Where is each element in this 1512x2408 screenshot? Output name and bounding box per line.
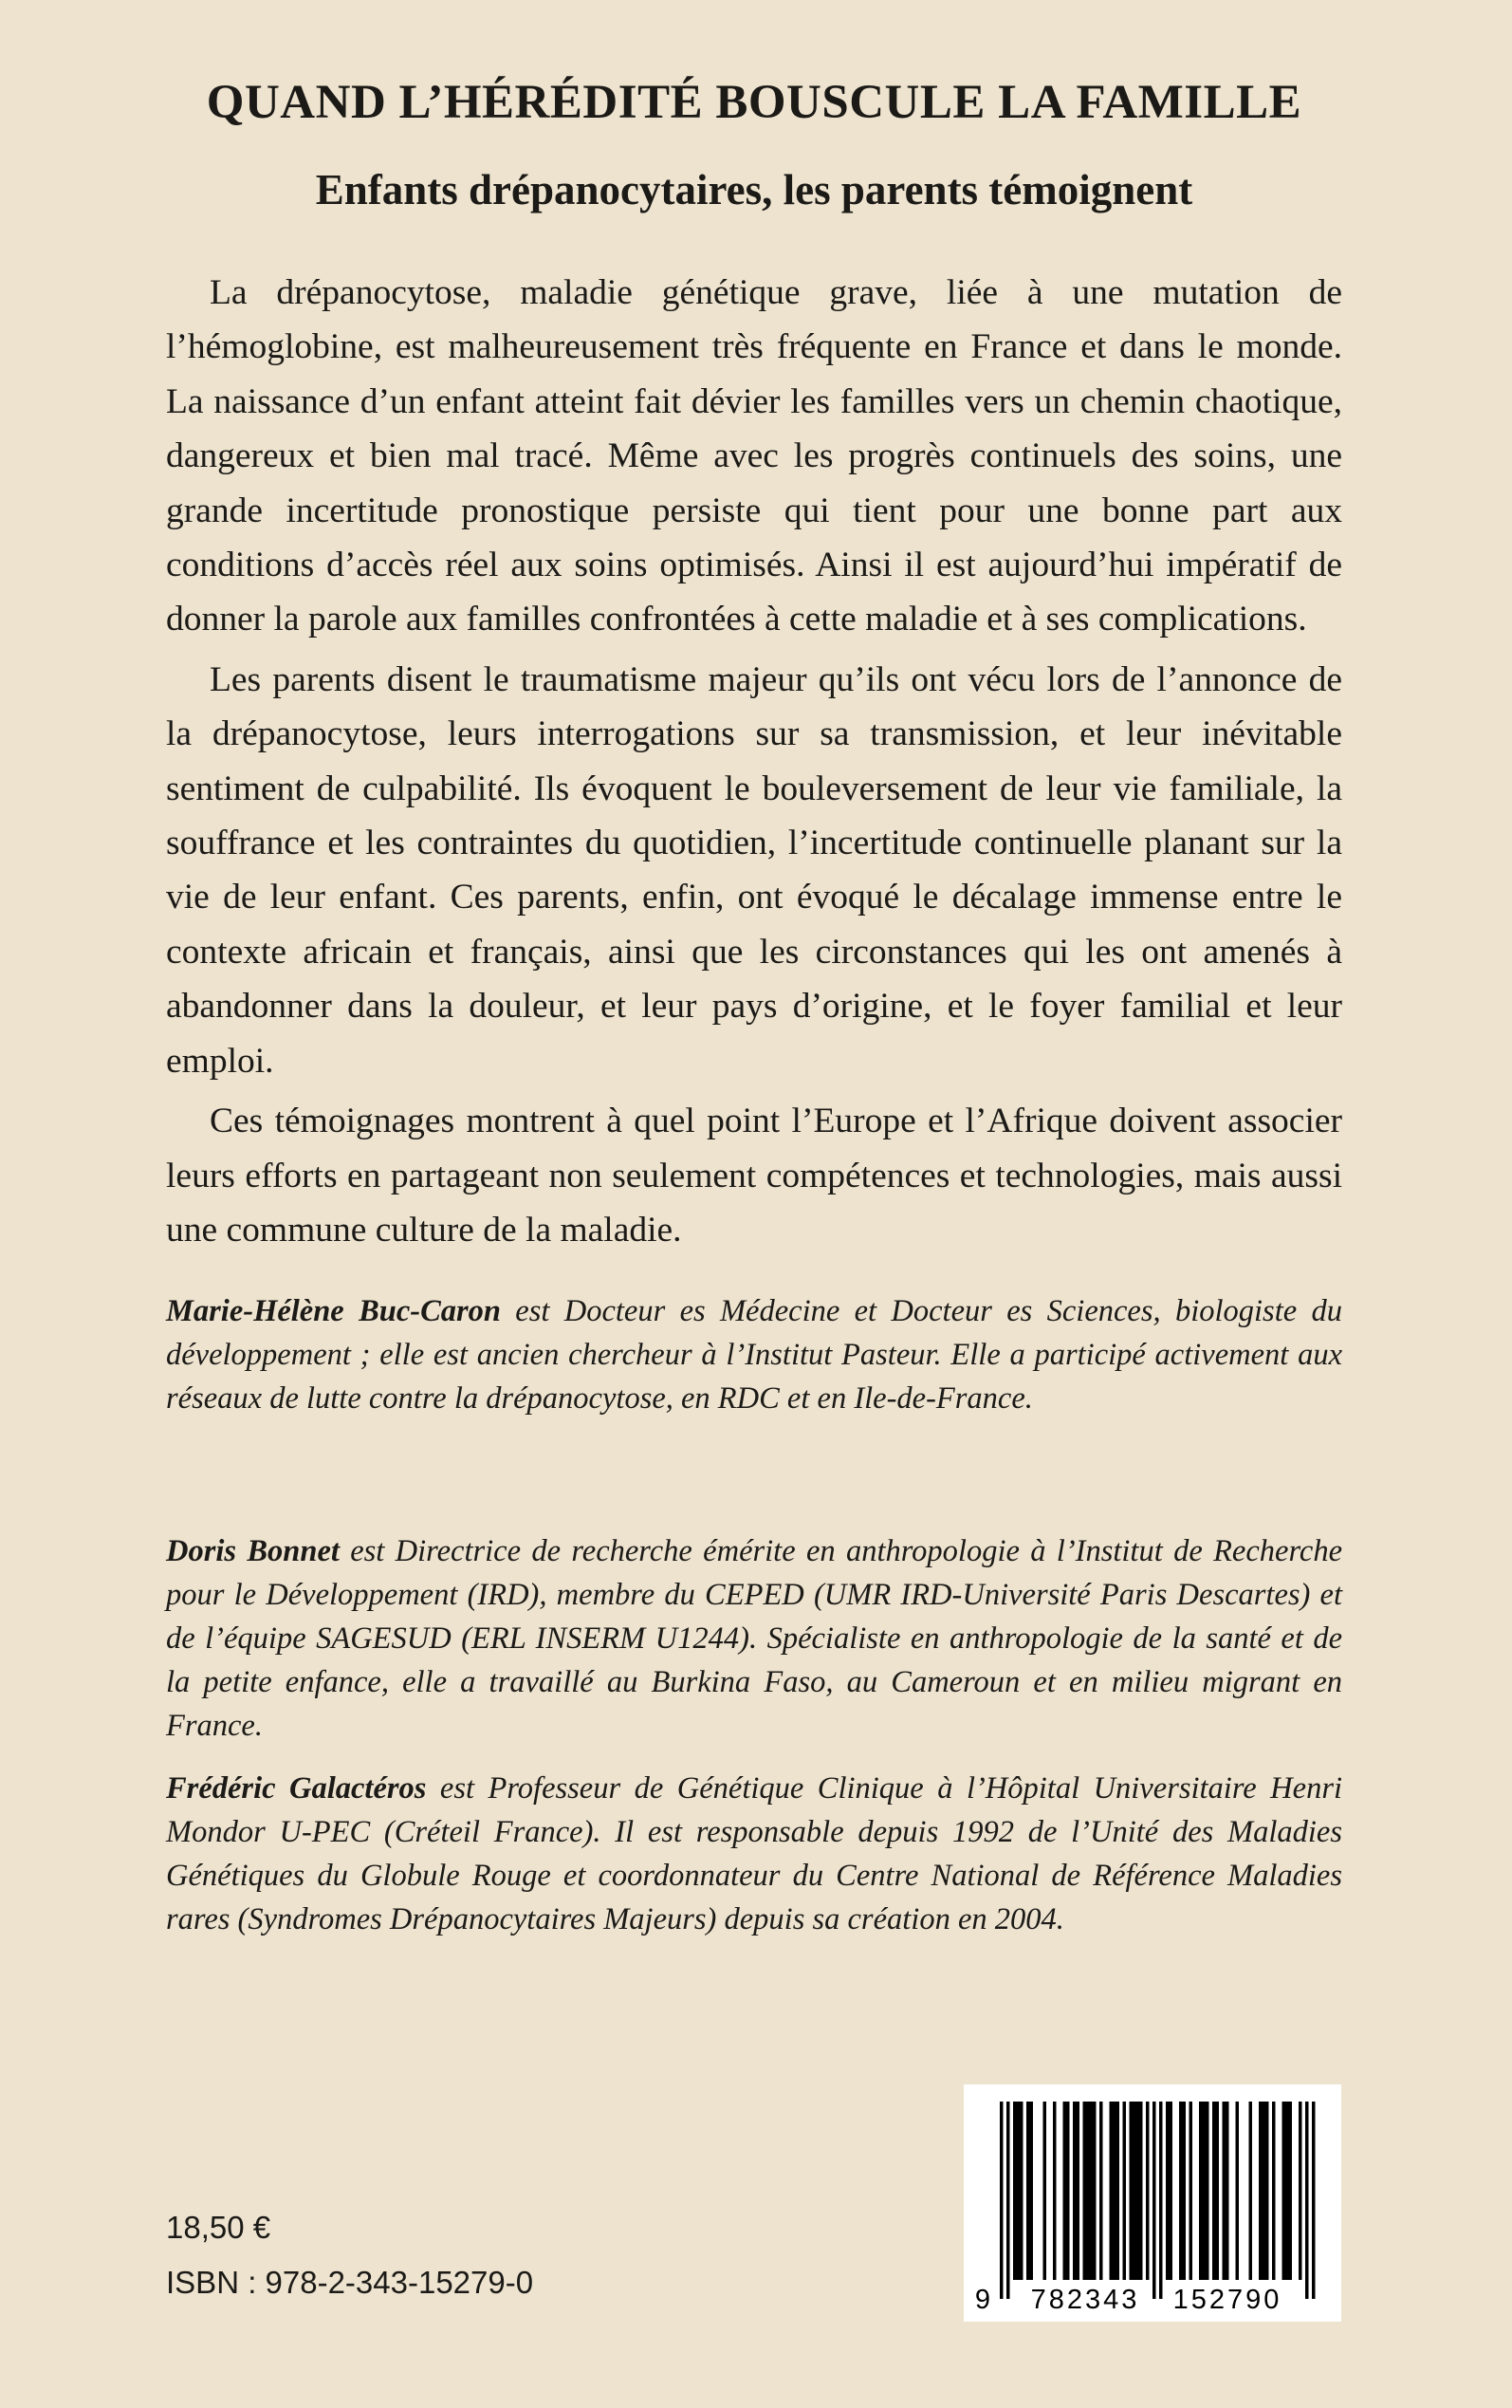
barcode-bar (1203, 2102, 1207, 2280)
barcode-bar (1123, 2102, 1127, 2280)
book-subtitle: Enfants drépanocytaires, les parents témoignent (315, 166, 1193, 213)
barcode-bar (1263, 2102, 1266, 2280)
barcode-guard-bar (1000, 2102, 1004, 2299)
barcode-guard-bar (1305, 2102, 1309, 2299)
barcode-bar (1053, 2102, 1057, 2280)
barcode-bar (1043, 2102, 1047, 2280)
barcode-bar (1259, 2102, 1263, 2280)
barcode-graphic (964, 2084, 1341, 2322)
barcode-bar (1020, 2102, 1023, 2280)
isbn-barcode (964, 2084, 1341, 2322)
barcode-bar (1166, 2102, 1170, 2280)
barcode-bar (1030, 2102, 1034, 2280)
barcode-bar (1272, 2102, 1276, 2280)
barcode-bars (1000, 2102, 1316, 2299)
summary-paragraph-1: La drépanocytose, maladie génétique grave, liée à une mutation de l’hémoglobine, est malheureusement très fréquente en France et dans le monde. La naissance d’un enfant atteint fait dévier les familles vers un chemin chaotique, dangereux et bien mal tracé. Même avec les progrès continuels des soins, une grande incertitude pronostique persiste qui tient pour une bonne part aux conditions d’accès réel aux soins optimisés. Ainsi il est aujourd’hui impératif de donner la parole aux familles confrontées à cette maladie et à ses complications. (166, 273, 1342, 639)
barcode-bar (1206, 2102, 1209, 2280)
author-name: Doris Bonnet (166, 1534, 340, 1568)
barcode-bar (1249, 2102, 1253, 2280)
barcode-bar (1136, 2102, 1140, 2280)
barcode-bar (1093, 2102, 1097, 2280)
summary-paragraph-3: Ces témoignages montrent à quel point l’Europe et l’Afrique doivent associer leurs efforts en partageant non seulement compétences et technologies, mais aussi une commune culture de la maladie. (166, 1102, 1342, 1250)
barcode-bar (1170, 2102, 1173, 2280)
barcode-bar (1063, 2102, 1067, 2280)
summary-text (166, 266, 1342, 1263)
barcode-bar (1110, 2102, 1114, 2280)
barcode-bar (1189, 2102, 1193, 2280)
barcode-bar (1073, 2102, 1077, 2280)
price-label: 18,50 € (166, 2210, 271, 2245)
barcode-bar (1133, 2102, 1136, 2280)
barcode-guard-bar (1152, 2102, 1156, 2299)
barcode-bar (1299, 2102, 1302, 2280)
barcode-bar (1226, 2102, 1229, 2280)
barcode-bar (1236, 2102, 1240, 2280)
barcode-bar (1146, 2102, 1150, 2280)
barcode-bar (1130, 2102, 1134, 2280)
author-bio-galacteros (166, 1767, 1342, 1941)
barcode-bar (1099, 2102, 1103, 2280)
barcode-bar (1282, 2102, 1286, 2280)
author-bio-text: est Directrice de recherche émérite en anthropologie à l’Institut de Recherche pour le Développement (IRD), membre du CEPED (UMR IRD-Université Paris Descartes) et de l’équipe SAGESUD (ERL INSERM U1244). Spécialiste en anthropologie de la santé et de la petite enfance, elle a travaillé au Burkina Faso, au Cameroun et en milieu migrant en France. (166, 1534, 1342, 1743)
barcode-bar (1013, 2102, 1017, 2280)
barcode-bar (1066, 2102, 1070, 2280)
barcode-bar (1285, 2102, 1289, 2280)
author-bio-text: est Professeur de Génétique Clinique à l’Hôpital Universitaire Henri Mondor U-PEC (Créteil France). Il est responsable depuis 1992 de l’Unité des Maladies Génétiques du Globule Rouge et coordonnateur du Centre National de Référence Maladies rares (Syndromes Drépanocytaires Majeurs) depuis sa création en 2004. (166, 1771, 1342, 1936)
barcode-bar (1116, 2102, 1120, 2280)
barcode-guard-bar (1159, 2102, 1163, 2299)
barcode-bar (1017, 2102, 1021, 2280)
barcode-bar (1289, 2102, 1293, 2280)
author-bio-buc-caron (166, 1289, 1342, 1420)
author-bio-text: est Docteur es Médecine et Docteur es Sciences, biologiste du développement ; elle est ancien chercheur à l’Institut Pasteur. Elle a participé activement aux réseaux de lutte contre la drépanocytose, en RDC et en Ile-de-France. (166, 1294, 1342, 1416)
barcode-bar (1183, 2102, 1187, 2280)
barcode-bar (1083, 2102, 1087, 2280)
barcode-bar (1212, 2102, 1216, 2280)
barcode-bar (1113, 2102, 1116, 2280)
author-name: Marie-Hélène Buc-Caron (166, 1294, 501, 1328)
barcode-bar (1090, 2102, 1094, 2280)
isbn-label: ISBN : 978-2-343-15279-0 (166, 2265, 534, 2300)
barcode-bar (1223, 2102, 1226, 2280)
book-title: QUAND L’HÉRÉDITÉ BOUSCULE LA FAMILLE (206, 76, 1302, 129)
barcode-first-digit: 9 (974, 2285, 991, 2315)
barcode-bar (1077, 2102, 1080, 2280)
barcode-guard-bar (1312, 2102, 1316, 2299)
author-name: Frédéric Galactéros (166, 1771, 427, 1806)
barcode-bar (1026, 2102, 1030, 2280)
author-bio-bonnet (166, 1529, 1342, 1748)
barcode-guard-bar (1006, 2102, 1010, 2299)
barcode-bar (1265, 2102, 1269, 2280)
barcode-bar (1199, 2102, 1203, 2280)
summary-paragraph-2: Les parents disent le traumatisme majeur qu’ils ont vécu lors de l’annonce de la drépanocytose, leurs interrogations sur sa transmission, et leur inévitable sentiment de culpabilité. Ils évoquent le bouleversement de leur vie familiale, la souffrance et les contraintes du quotidien, l’incertitude continuelle planant sur la vie de leur enfant. Ces parents, enfin, ont évoqué le décalage immense entre le contexte africain et français, ainsi que les circonstances qui les ont amenés à abandonner dans la douleur, et leur pays d’origine, et le foyer familial et leur emploi. (166, 659, 1342, 1081)
barcode-left-digits: 782343 (1030, 2285, 1140, 2315)
barcode-bar (1179, 2102, 1183, 2280)
barcode-bar (1139, 2102, 1143, 2280)
barcode-right-digits: 152790 (1172, 2285, 1282, 2315)
barcode-bar (1216, 2102, 1220, 2280)
barcode-bar (1086, 2102, 1090, 2280)
